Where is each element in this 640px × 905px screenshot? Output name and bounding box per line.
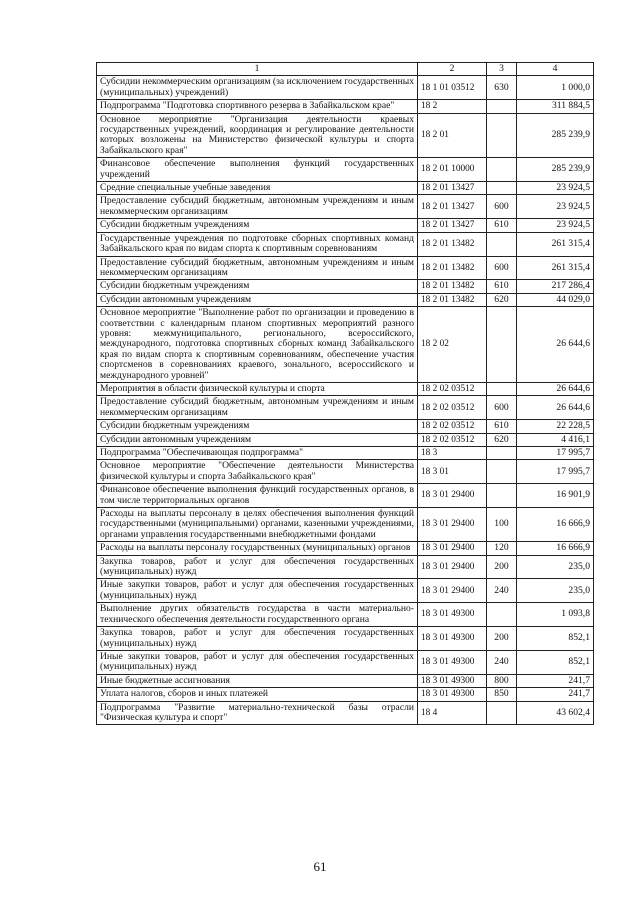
row-amount-cell: 26 644,6: [517, 382, 594, 395]
row-type-cell: 610: [487, 280, 517, 293]
row-type-cell: 600: [487, 396, 517, 420]
table-row: [97, 460, 594, 484]
table-row: [97, 195, 594, 219]
row-code-cell: 18 3 01 29400: [418, 555, 487, 579]
table-body: [97, 76, 594, 725]
row-type-cell: 610: [487, 219, 517, 232]
table-row: [97, 433, 594, 446]
row-name-cell: Предоставление субсидий бюджетным, автономным учреждениям и иным некоммерческим организациям: [97, 396, 418, 420]
row-code-cell: 18 2 02 03512: [418, 396, 487, 420]
table-row: [97, 701, 594, 725]
row-amount-cell: 26 644,6: [517, 307, 594, 383]
table-row: [97, 688, 594, 701]
table-row: [97, 280, 594, 293]
row-name-cell: Субсидии бюджетным учреждениям: [97, 420, 418, 433]
row-amount-cell: 1 093,8: [517, 603, 594, 627]
row-amount-cell: 241,7: [517, 688, 594, 701]
row-name-cell: Мероприятия в области физической культуры и спорта: [97, 382, 418, 395]
table-row: [97, 420, 594, 433]
row-name-cell: Предоставление субсидий бюджетным, автономным учреждениям и иным некоммерческим организациям: [97, 256, 418, 280]
table-row: [97, 113, 594, 158]
row-code-cell: 18 3 01: [418, 460, 487, 484]
row-name-cell: Субсидии бюджетным учреждениям: [97, 280, 418, 293]
row-amount-cell: 311 884,5: [517, 100, 594, 113]
row-type-cell: 630: [487, 76, 517, 100]
row-code-cell: 18 2 02 03512: [418, 433, 487, 446]
table-row: [97, 219, 594, 232]
row-type-cell: [487, 382, 517, 395]
row-name-cell: Закупка товаров, работ и услуг для обеспечения государственных (муниципальных) нужд: [97, 555, 418, 579]
row-type-cell: [487, 603, 517, 627]
row-code-cell: 18 2 01 13482: [418, 293, 487, 306]
row-type-cell: [487, 232, 517, 256]
row-type-cell: [487, 158, 517, 182]
row-amount-cell: 16 901,9: [517, 484, 594, 508]
row-type-cell: [487, 307, 517, 383]
table-row: [97, 674, 594, 687]
row-code-cell: 18 1 01 03512: [418, 76, 487, 100]
row-type-cell: 240: [487, 650, 517, 674]
row-name-cell: Подпрограмма "Подготовка спортивного резерва в Забайкальском крае": [97, 100, 418, 113]
table-row: [97, 579, 594, 603]
row-name-cell: Основное мероприятие "Организация деятельности краевых государственных учреждений, координация и регулирование деятельности которых возложены на Министерство физической культуры и спорта Забайкальского края": [97, 113, 418, 158]
budget-table: [96, 62, 594, 725]
page-number: 61: [313, 859, 327, 874]
table-row: [97, 293, 594, 306]
row-name-cell: Подпрограмма "Развитие материально-технической базы отрасли "Физическая культура и спорт": [97, 701, 418, 725]
row-name-cell: Выполнение других обязательств государства в части материально-технического обеспечения деятельности государственного органа: [97, 603, 418, 627]
row-name-cell: Субсидии некоммерческим организациям (за исключением государственных (муниципальных) учреждений): [97, 76, 418, 100]
row-amount-cell: 16 666,9: [517, 542, 594, 555]
row-amount-cell: 26 644,6: [517, 396, 594, 420]
table-row: [97, 256, 594, 280]
row-code-cell: 18 2 02: [418, 307, 487, 383]
row-amount-cell: 23 924,5: [517, 195, 594, 219]
row-amount-cell: 261 315,4: [517, 256, 594, 280]
row-type-cell: 610: [487, 420, 517, 433]
row-amount-cell: 217 286,4: [517, 280, 594, 293]
row-name-cell: Иные закупки товаров, работ и услуг для обеспечения государственных (муниципальных) нужд: [97, 579, 418, 603]
row-name-cell: Средние специальные учебные заведения: [97, 182, 418, 195]
row-amount-cell: 285 239,9: [517, 113, 594, 158]
row-type-cell: 600: [487, 256, 517, 280]
row-type-cell: 620: [487, 293, 517, 306]
row-amount-cell: 285 239,9: [517, 158, 594, 182]
row-amount-cell: 261 315,4: [517, 232, 594, 256]
table-row: [97, 76, 594, 100]
row-type-cell: 100: [487, 508, 517, 542]
row-amount-cell: 17 995,7: [517, 447, 594, 460]
row-type-cell: 850: [487, 688, 517, 701]
row-name-cell: Закупка товаров, работ и услуг для обеспечения государственных (муниципальных) нужд: [97, 627, 418, 651]
row-code-cell: 18 2: [418, 100, 487, 113]
table-row: [97, 396, 594, 420]
row-name-cell: Субсидии бюджетным учреждениям: [97, 219, 418, 232]
table-row: [97, 555, 594, 579]
row-code-cell: 18 3 01 49300: [418, 603, 487, 627]
table-row: [97, 603, 594, 627]
row-amount-cell: 852,1: [517, 627, 594, 651]
row-name-cell: Основное мероприятие "Выполнение работ по организации и проведению в соответствии с календарным планом спортивных мероприятий разного уровня: межмуниципального, регионального, всероссийского, международного, подготовка спортивных сборных команд Забайкальского края по видам спорта к спортивным соревнованиям, обеспечение участия спортсменов в соревнованиях краевого, зонального, всероссийского и международного уровней": [97, 307, 418, 383]
row-code-cell: 18 2 01 10000: [418, 158, 487, 182]
row-type-cell: 600: [487, 195, 517, 219]
table-row: [97, 650, 594, 674]
row-type-cell: [487, 447, 517, 460]
row-code-cell: 18 3 01 49300: [418, 674, 487, 687]
row-name-cell: Предоставление субсидий бюджетным, автономным учреждениям и иным некоммерческим организациям: [97, 195, 418, 219]
row-name-cell: Расходы на выплаты персоналу государственных (муниципальных) органов: [97, 542, 418, 555]
row-name-cell: Иные закупки товаров, работ и услуг для обеспечения государственных (муниципальных) нужд: [97, 650, 418, 674]
row-code-cell: 18 3 01 49300: [418, 688, 487, 701]
row-name-cell: Уплата налогов, сборов и иных платежей: [97, 688, 418, 701]
header-row: [97, 63, 594, 76]
table-row: [97, 158, 594, 182]
row-amount-cell: 23 924,5: [517, 219, 594, 232]
row-name-cell: Государственные учреждения по подготовке сборных спортивных команд Забайкальского края по видам спорта к спортивным соревнованиям: [97, 232, 418, 256]
header-col-2: 2: [418, 63, 487, 76]
row-amount-cell: 235,0: [517, 555, 594, 579]
row-code-cell: 18 2 01 13427: [418, 182, 487, 195]
row-code-cell: 18 3 01 29400: [418, 542, 487, 555]
table-row: [97, 542, 594, 555]
row-name-cell: Финансовое обеспечение выполнения функций государственных органов, в том числе территориальных органов: [97, 484, 418, 508]
row-type-cell: 200: [487, 555, 517, 579]
row-type-cell: [487, 100, 517, 113]
row-code-cell: 18 2 01 13482: [418, 256, 487, 280]
table-row: [97, 307, 594, 383]
row-name-cell: Подпрограмма "Обеспечивающая подпрограмма": [97, 447, 418, 460]
row-type-cell: 200: [487, 627, 517, 651]
table-row: [97, 508, 594, 542]
row-code-cell: 18 2 02 03512: [418, 382, 487, 395]
row-amount-cell: 852,1: [517, 650, 594, 674]
row-code-cell: 18 2 02 03512: [418, 420, 487, 433]
row-code-cell: 18 3 01 29400: [418, 508, 487, 542]
row-amount-cell: 16 666,9: [517, 508, 594, 542]
row-amount-cell: 1 000,0: [517, 76, 594, 100]
row-name-cell: Иные бюджетные ассигнования: [97, 674, 418, 687]
row-code-cell: 18 2 01 13427: [418, 219, 487, 232]
header-col-4: 4: [517, 63, 594, 76]
row-type-cell: 240: [487, 579, 517, 603]
row-type-cell: 120: [487, 542, 517, 555]
row-name-cell: Финансовое обеспечение выполнения функций государственных учреждений: [97, 158, 418, 182]
row-amount-cell: 44 029,0: [517, 293, 594, 306]
row-code-cell: 18 2 01 13482: [418, 280, 487, 293]
row-code-cell: 18 3: [418, 447, 487, 460]
row-code-cell: 18 3 01 49300: [418, 650, 487, 674]
table-row: [97, 232, 594, 256]
row-type-cell: [487, 460, 517, 484]
table-row: [97, 627, 594, 651]
row-name-cell: Основное мероприятие "Обеспечение деятельности Министерства физической культуры и спорта Забайкальского края": [97, 460, 418, 484]
row-code-cell: 18 3 01 29400: [418, 484, 487, 508]
row-type-cell: [487, 484, 517, 508]
row-type-cell: 800: [487, 674, 517, 687]
row-code-cell: 18 3 01 29400: [418, 579, 487, 603]
row-amount-cell: 241,7: [517, 674, 594, 687]
table-row: [97, 100, 594, 113]
table-row: [97, 382, 594, 395]
row-code-cell: 18 3 01 49300: [418, 627, 487, 651]
row-name-cell: Субсидии автономным учреждениям: [97, 293, 418, 306]
row-type-cell: [487, 701, 517, 725]
table-row: [97, 484, 594, 508]
row-type-cell: [487, 182, 517, 195]
row-code-cell: 18 2 01: [418, 113, 487, 158]
row-code-cell: 18 4: [418, 701, 487, 725]
row-type-cell: 620: [487, 433, 517, 446]
row-amount-cell: 235,0: [517, 579, 594, 603]
row-amount-cell: 22 228,5: [517, 420, 594, 433]
row-amount-cell: 23 924,5: [517, 182, 594, 195]
row-name-cell: Расходы на выплаты персоналу в целях обеспечения выполнения функций государственными (муниципальными) органами, казенными учреждениями, органами управления государственными внебюджетными фондами: [97, 508, 418, 542]
row-code-cell: 18 2 01 13482: [418, 232, 487, 256]
row-amount-cell: 43 602,4: [517, 701, 594, 725]
row-type-cell: [487, 113, 517, 158]
row-name-cell: Субсидии автономным учреждениям: [97, 433, 418, 446]
table-row: [97, 447, 594, 460]
row-code-cell: 18 2 01 13427: [418, 195, 487, 219]
table-row: [97, 182, 594, 195]
row-amount-cell: 4 416,1: [517, 433, 594, 446]
header-col-3: 3: [487, 63, 517, 76]
header-col-1: 1: [97, 63, 418, 76]
row-amount-cell: 17 995,7: [517, 460, 594, 484]
